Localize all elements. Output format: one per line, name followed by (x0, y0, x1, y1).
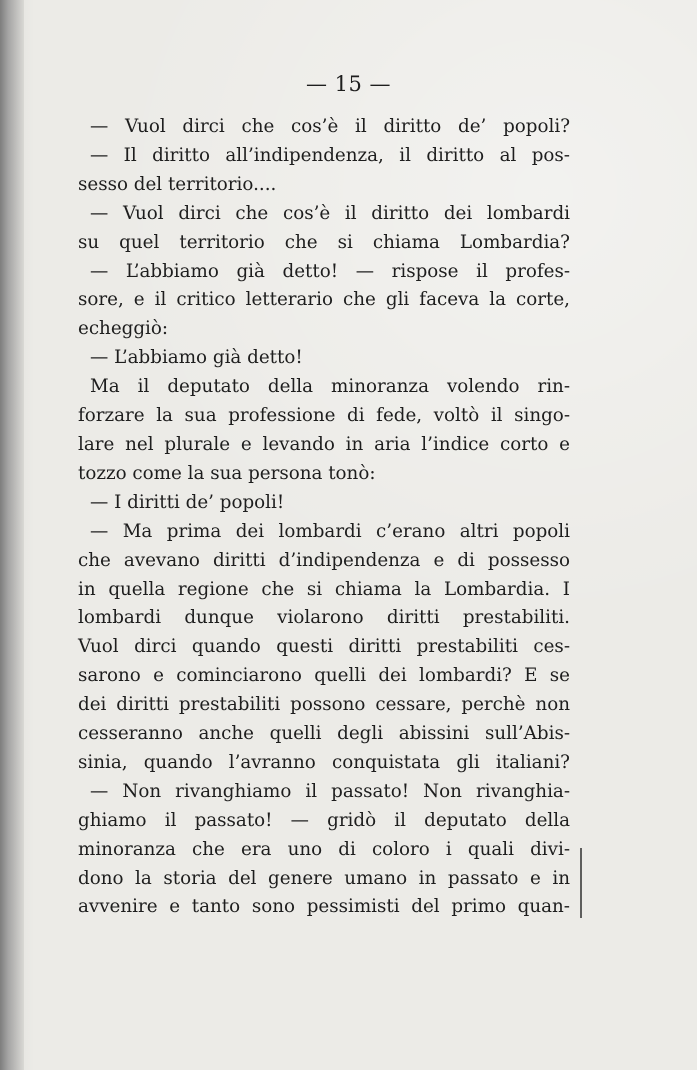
text-line: sinia, quando l’avranno conquistata gli italiani? (78, 751, 570, 773)
text-line: sore, e il critico letterario che gli faceva la corte, (78, 289, 570, 311)
text-line: ghiamo il passato! — gridò il deputato della (78, 809, 570, 831)
text-line: — L’abbiamo già detto! — rispose il profes- (90, 260, 570, 282)
text-line: — Vuol dirci che cos’è il diritto dei lombardi (90, 202, 570, 224)
text-line: — Vuol dirci che cos’è il diritto de’ popoli? (90, 116, 570, 137)
text-line: cesseranno anche quelli degli abissini sull’Abis- (78, 723, 570, 745)
text-line: — L’abbiamo già detto! (90, 347, 303, 369)
text-line: sarono e cominciarono quelli dei lombardi? E se (78, 665, 570, 687)
text-line: Vuol dirci quando questi diritti prestabiliti ces- (78, 636, 570, 658)
page-number: — 15 — (305, 72, 392, 96)
text-line: — I diritti de’ popoli! (90, 491, 285, 513)
text-line: — Ma prima dei lombardi c’erano altri popoli (90, 520, 570, 542)
text-line: sesso del territorio.... (78, 173, 277, 195)
text-line: dono la storia del genere umano in passato e in (78, 867, 570, 889)
page-edge-shadow (0, 0, 24, 1070)
text-line: in quella regione che si chiama la Lombardia. I (78, 578, 570, 600)
text-line: echeggiò: (78, 318, 169, 340)
text-line: — Il diritto all’indipendenza, il diritto al pos- (90, 144, 570, 166)
text-line: tozzo come la sua persona tonò: (78, 462, 376, 484)
text-line: minoranza che era uno di coloro i quali divi- (78, 838, 570, 860)
page-text (78, 113, 570, 922)
text-line: dei diritti prestabiliti possono cessare, perchè non (78, 694, 570, 716)
text-line: forzare la sua professione di fede, voltò il singo- (78, 405, 570, 427)
text-line: Ma il deputato della minoranza volendo rin- (90, 376, 570, 398)
text-line: su quel territorio che si chiama Lombardia? (78, 231, 570, 253)
text-line: — Non rivanghiamo il passato! Non rivanghia- (90, 780, 570, 802)
margin-rule (580, 848, 582, 918)
text-line: che avevano diritti d’indipendenza e di possesso (78, 549, 570, 571)
text-line: avvenire e tanto sono pessimisti del primo quan- (78, 896, 570, 918)
text-line: lombardi dunque violarono diritti prestabiliti. (78, 607, 570, 629)
text-line: lare nel plurale e levando in aria l’indice corto e (78, 433, 570, 455)
